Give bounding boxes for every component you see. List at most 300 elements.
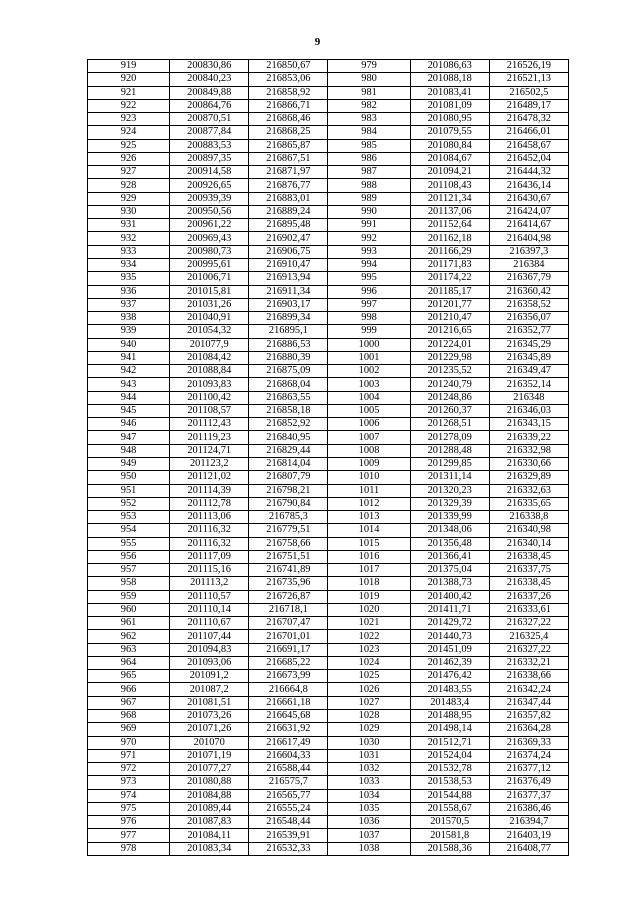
cell-y-coordinate: 216337,26 bbox=[489, 590, 568, 603]
cell-point-number: 947 bbox=[88, 431, 170, 444]
cell-point-number: 974 bbox=[88, 789, 170, 802]
cell-point-number: 954 bbox=[88, 524, 170, 537]
cell-point-number: 953 bbox=[88, 511, 170, 524]
cell-y-coordinate: 216889,24 bbox=[249, 205, 328, 218]
cell-point-number: 991 bbox=[328, 219, 410, 232]
cell-x-coordinate: 200961,22 bbox=[170, 219, 249, 232]
cell-point-number: 1030 bbox=[328, 736, 410, 749]
cell-y-coordinate: 216903,17 bbox=[249, 298, 328, 311]
cell-y-coordinate: 216332,63 bbox=[489, 484, 568, 497]
cell-y-coordinate: 216342,24 bbox=[489, 683, 568, 696]
table-row bbox=[88, 365, 569, 378]
page-number: 9 bbox=[314, 36, 321, 48]
cell-x-coordinate: 201112,43 bbox=[170, 418, 249, 431]
table-row bbox=[88, 285, 569, 298]
cell-point-number: 1028 bbox=[328, 710, 410, 723]
cell-point-number: 968 bbox=[88, 710, 170, 723]
cell-x-coordinate: 201119,23 bbox=[170, 431, 249, 444]
cell-x-coordinate: 201071,26 bbox=[170, 723, 249, 736]
cell-point-number: 990 bbox=[328, 205, 410, 218]
cell-point-number: 1034 bbox=[328, 789, 410, 802]
cell-point-number: 929 bbox=[88, 192, 170, 205]
cell-y-coordinate: 216414,67 bbox=[489, 219, 568, 232]
cell-point-number: 952 bbox=[88, 497, 170, 510]
cell-x-coordinate: 201093,06 bbox=[170, 656, 249, 669]
cell-y-coordinate: 216358,52 bbox=[489, 298, 568, 311]
cell-x-coordinate: 201040,91 bbox=[170, 312, 249, 325]
cell-point-number: 983 bbox=[328, 113, 410, 126]
cell-point-number: 1013 bbox=[328, 511, 410, 524]
cell-x-coordinate: 201115,16 bbox=[170, 564, 249, 577]
table-row bbox=[88, 511, 569, 524]
cell-point-number: 998 bbox=[328, 312, 410, 325]
cell-x-coordinate: 201329,39 bbox=[410, 497, 489, 510]
cell-y-coordinate: 216332,21 bbox=[489, 656, 568, 669]
cell-y-coordinate: 216701,01 bbox=[249, 630, 328, 643]
cell-y-coordinate: 216377,12 bbox=[489, 763, 568, 776]
cell-y-coordinate: 216751,51 bbox=[249, 550, 328, 563]
cell-y-coordinate: 216430,67 bbox=[489, 192, 568, 205]
table-row bbox=[88, 139, 569, 152]
cell-y-coordinate: 216345,29 bbox=[489, 338, 568, 351]
table-row bbox=[88, 749, 569, 762]
cell-x-coordinate: 201299,85 bbox=[410, 457, 489, 470]
cell-x-coordinate: 201088,84 bbox=[170, 365, 249, 378]
cell-y-coordinate: 216910,47 bbox=[249, 258, 328, 271]
cell-y-coordinate: 216397,3 bbox=[489, 245, 568, 258]
table-row bbox=[88, 298, 569, 311]
cell-point-number: 969 bbox=[88, 723, 170, 736]
cell-x-coordinate: 201162,18 bbox=[410, 232, 489, 245]
cell-point-number: 1031 bbox=[328, 749, 410, 762]
cell-x-coordinate: 201006,71 bbox=[170, 272, 249, 285]
cell-x-coordinate: 201229,98 bbox=[410, 351, 489, 364]
cell-point-number: 967 bbox=[88, 696, 170, 709]
table-row bbox=[88, 829, 569, 842]
cell-y-coordinate: 216404,98 bbox=[489, 232, 568, 245]
cell-point-number: 951 bbox=[88, 484, 170, 497]
cell-y-coordinate: 216403,19 bbox=[489, 829, 568, 842]
table-row bbox=[88, 166, 569, 179]
cell-point-number: 935 bbox=[88, 272, 170, 285]
cell-y-coordinate: 216785,3 bbox=[249, 511, 328, 524]
cell-x-coordinate: 201512,71 bbox=[410, 736, 489, 749]
cell-x-coordinate: 200883,53 bbox=[170, 139, 249, 152]
cell-x-coordinate: 200864,76 bbox=[170, 99, 249, 112]
cell-y-coordinate: 216876,77 bbox=[249, 179, 328, 192]
cell-point-number: 920 bbox=[88, 73, 170, 86]
cell-point-number: 1025 bbox=[328, 670, 410, 683]
cell-x-coordinate: 201081,09 bbox=[410, 99, 489, 112]
cell-point-number: 928 bbox=[88, 179, 170, 192]
cell-y-coordinate: 216348 bbox=[489, 391, 568, 404]
cell-point-number: 996 bbox=[328, 285, 410, 298]
cell-point-number: 989 bbox=[328, 192, 410, 205]
cell-x-coordinate: 201152,64 bbox=[410, 219, 489, 232]
cell-point-number: 966 bbox=[88, 683, 170, 696]
cell-y-coordinate: 216384 bbox=[489, 258, 568, 271]
cell-y-coordinate: 216886,53 bbox=[249, 338, 328, 351]
cell-point-number: 1005 bbox=[328, 404, 410, 417]
cell-y-coordinate: 216814,04 bbox=[249, 457, 328, 470]
table-row bbox=[88, 696, 569, 709]
cell-y-coordinate: 216329,89 bbox=[489, 471, 568, 484]
table-row bbox=[88, 670, 569, 683]
cell-x-coordinate: 200926,65 bbox=[170, 179, 249, 192]
cell-point-number: 962 bbox=[88, 630, 170, 643]
table-row bbox=[88, 312, 569, 325]
cell-point-number: 1018 bbox=[328, 577, 410, 590]
cell-x-coordinate: 201054,32 bbox=[170, 325, 249, 338]
table-row bbox=[88, 802, 569, 815]
cell-x-coordinate: 200830,86 bbox=[170, 60, 249, 73]
cell-point-number: 957 bbox=[88, 564, 170, 577]
cell-point-number: 942 bbox=[88, 365, 170, 378]
cell-x-coordinate: 201091,2 bbox=[170, 670, 249, 683]
cell-y-coordinate: 216337,75 bbox=[489, 564, 568, 577]
cell-y-coordinate: 216883,01 bbox=[249, 192, 328, 205]
table-row bbox=[88, 205, 569, 218]
cell-y-coordinate: 216340,98 bbox=[489, 524, 568, 537]
cell-x-coordinate: 200877,84 bbox=[170, 126, 249, 139]
table-row bbox=[88, 710, 569, 723]
table-row bbox=[88, 431, 569, 444]
coordinate-table bbox=[87, 59, 569, 856]
cell-x-coordinate: 201339,99 bbox=[410, 511, 489, 524]
cell-y-coordinate: 216349,47 bbox=[489, 365, 568, 378]
cell-x-coordinate: 201462,39 bbox=[410, 656, 489, 669]
cell-y-coordinate: 216347,44 bbox=[489, 696, 568, 709]
cell-y-coordinate: 216565,77 bbox=[249, 789, 328, 802]
cell-point-number: 1038 bbox=[328, 842, 410, 855]
cell-point-number: 956 bbox=[88, 550, 170, 563]
cell-x-coordinate: 201375,04 bbox=[410, 564, 489, 577]
cell-x-coordinate: 200950,56 bbox=[170, 205, 249, 218]
cell-y-coordinate: 216866,71 bbox=[249, 99, 328, 112]
table-row bbox=[88, 245, 569, 258]
cell-y-coordinate: 216444,32 bbox=[489, 166, 568, 179]
cell-y-coordinate: 216367,79 bbox=[489, 272, 568, 285]
cell-point-number: 1004 bbox=[328, 391, 410, 404]
cell-point-number: 1006 bbox=[328, 418, 410, 431]
cell-y-coordinate: 216865,87 bbox=[249, 139, 328, 152]
cell-point-number: 985 bbox=[328, 139, 410, 152]
cell-point-number: 1009 bbox=[328, 457, 410, 470]
cell-y-coordinate: 216330,66 bbox=[489, 457, 568, 470]
cell-x-coordinate: 201121,02 bbox=[170, 471, 249, 484]
cell-y-coordinate: 216807,79 bbox=[249, 471, 328, 484]
cell-point-number: 997 bbox=[328, 298, 410, 311]
cell-x-coordinate: 201356,48 bbox=[410, 537, 489, 550]
cell-y-coordinate: 216357,82 bbox=[489, 710, 568, 723]
cell-x-coordinate: 201174,22 bbox=[410, 272, 489, 285]
cell-point-number: 978 bbox=[88, 842, 170, 855]
table-row bbox=[88, 179, 569, 192]
cell-point-number: 992 bbox=[328, 232, 410, 245]
cell-y-coordinate: 216673,99 bbox=[249, 670, 328, 683]
cell-y-coordinate: 216340,14 bbox=[489, 537, 568, 550]
cell-x-coordinate: 200897,35 bbox=[170, 152, 249, 165]
cell-point-number: 924 bbox=[88, 126, 170, 139]
table-row bbox=[88, 550, 569, 563]
cell-point-number: 1010 bbox=[328, 471, 410, 484]
cell-x-coordinate: 201087,83 bbox=[170, 816, 249, 829]
cell-y-coordinate: 216377,37 bbox=[489, 789, 568, 802]
table-row bbox=[88, 378, 569, 391]
cell-y-coordinate: 216868,25 bbox=[249, 126, 328, 139]
cell-x-coordinate: 201084,11 bbox=[170, 829, 249, 842]
cell-x-coordinate: 201077,27 bbox=[170, 763, 249, 776]
cell-x-coordinate: 201488,95 bbox=[410, 710, 489, 723]
cell-y-coordinate: 216718,1 bbox=[249, 603, 328, 616]
cell-point-number: 971 bbox=[88, 749, 170, 762]
cell-point-number: 923 bbox=[88, 113, 170, 126]
cell-x-coordinate: 201137,06 bbox=[410, 205, 489, 218]
cell-point-number: 1015 bbox=[328, 537, 410, 550]
cell-y-coordinate: 216691,17 bbox=[249, 643, 328, 656]
cell-x-coordinate: 201077,9 bbox=[170, 338, 249, 351]
cell-x-coordinate: 201084,67 bbox=[410, 152, 489, 165]
cell-x-coordinate: 201100,42 bbox=[170, 391, 249, 404]
table-row bbox=[88, 325, 569, 338]
cell-x-coordinate: 201121,34 bbox=[410, 192, 489, 205]
cell-point-number: 1008 bbox=[328, 444, 410, 457]
cell-x-coordinate: 201544,88 bbox=[410, 789, 489, 802]
cell-y-coordinate: 216588,44 bbox=[249, 763, 328, 776]
cell-point-number: 940 bbox=[88, 338, 170, 351]
cell-point-number: 995 bbox=[328, 272, 410, 285]
cell-x-coordinate: 201080,84 bbox=[410, 139, 489, 152]
cell-y-coordinate: 216466,01 bbox=[489, 126, 568, 139]
cell-x-coordinate: 201094,83 bbox=[170, 643, 249, 656]
cell-y-coordinate: 216868,04 bbox=[249, 378, 328, 391]
cell-x-coordinate: 201110,67 bbox=[170, 617, 249, 630]
cell-point-number: 922 bbox=[88, 99, 170, 112]
cell-y-coordinate: 216906,75 bbox=[249, 245, 328, 258]
cell-x-coordinate: 201451,09 bbox=[410, 643, 489, 656]
table-row bbox=[88, 617, 569, 630]
cell-point-number: 927 bbox=[88, 166, 170, 179]
cell-y-coordinate: 216899,34 bbox=[249, 312, 328, 325]
cell-point-number: 937 bbox=[88, 298, 170, 311]
cell-x-coordinate: 201108,57 bbox=[170, 404, 249, 417]
cell-x-coordinate: 201288,48 bbox=[410, 444, 489, 457]
cell-y-coordinate: 216868,46 bbox=[249, 113, 328, 126]
cell-point-number: 1012 bbox=[328, 497, 410, 510]
table-row bbox=[88, 60, 569, 73]
cell-x-coordinate: 201538,53 bbox=[410, 776, 489, 789]
cell-point-number: 932 bbox=[88, 232, 170, 245]
cell-x-coordinate: 201476,42 bbox=[410, 670, 489, 683]
cell-x-coordinate: 201240,79 bbox=[410, 378, 489, 391]
cell-point-number: 1033 bbox=[328, 776, 410, 789]
table-row bbox=[88, 418, 569, 431]
cell-x-coordinate: 201348,06 bbox=[410, 524, 489, 537]
cell-x-coordinate: 201073,26 bbox=[170, 710, 249, 723]
cell-x-coordinate: 200980,73 bbox=[170, 245, 249, 258]
cell-x-coordinate: 201201,77 bbox=[410, 298, 489, 311]
cell-x-coordinate: 201080,88 bbox=[170, 776, 249, 789]
cell-point-number: 936 bbox=[88, 285, 170, 298]
cell-y-coordinate: 216617,49 bbox=[249, 736, 328, 749]
cell-point-number: 1007 bbox=[328, 431, 410, 444]
cell-point-number: 955 bbox=[88, 537, 170, 550]
cell-y-coordinate: 216798,21 bbox=[249, 484, 328, 497]
cell-y-coordinate: 216829,44 bbox=[249, 444, 328, 457]
cell-x-coordinate: 201083,34 bbox=[170, 842, 249, 855]
cell-x-coordinate: 200969,43 bbox=[170, 232, 249, 245]
cell-point-number: 965 bbox=[88, 670, 170, 683]
cell-point-number: 1032 bbox=[328, 763, 410, 776]
cell-point-number: 1027 bbox=[328, 696, 410, 709]
cell-y-coordinate: 216408,77 bbox=[489, 842, 568, 855]
cell-x-coordinate: 200939,39 bbox=[170, 192, 249, 205]
cell-y-coordinate: 216913,94 bbox=[249, 272, 328, 285]
cell-x-coordinate: 201570,5 bbox=[410, 816, 489, 829]
cell-y-coordinate: 216424,07 bbox=[489, 205, 568, 218]
cell-y-coordinate: 216374,24 bbox=[489, 749, 568, 762]
cell-x-coordinate: 201311,14 bbox=[410, 471, 489, 484]
table-row bbox=[88, 444, 569, 457]
cell-point-number: 959 bbox=[88, 590, 170, 603]
cell-point-number: 1019 bbox=[328, 590, 410, 603]
cell-point-number: 960 bbox=[88, 603, 170, 616]
cell-y-coordinate: 216664,8 bbox=[249, 683, 328, 696]
cell-point-number: 925 bbox=[88, 139, 170, 152]
cell-y-coordinate: 216741,89 bbox=[249, 564, 328, 577]
table-row bbox=[88, 816, 569, 829]
cell-y-coordinate: 216335,65 bbox=[489, 497, 568, 510]
cell-point-number: 973 bbox=[88, 776, 170, 789]
cell-x-coordinate: 201123,2 bbox=[170, 457, 249, 470]
cell-x-coordinate: 201015,81 bbox=[170, 285, 249, 298]
cell-x-coordinate: 201260,37 bbox=[410, 404, 489, 417]
cell-x-coordinate: 200840,23 bbox=[170, 73, 249, 86]
cell-x-coordinate: 201216,65 bbox=[410, 325, 489, 338]
cell-y-coordinate: 216327,22 bbox=[489, 617, 568, 630]
cell-y-coordinate: 216850,67 bbox=[249, 60, 328, 73]
cell-y-coordinate: 216539,91 bbox=[249, 829, 328, 842]
table-row bbox=[88, 723, 569, 736]
cell-x-coordinate: 201084,88 bbox=[170, 789, 249, 802]
cell-x-coordinate: 201089,44 bbox=[170, 802, 249, 815]
cell-y-coordinate: 216526,19 bbox=[489, 60, 568, 73]
cell-x-coordinate: 201113,2 bbox=[170, 577, 249, 590]
cell-y-coordinate: 216360,42 bbox=[489, 285, 568, 298]
cell-point-number: 1014 bbox=[328, 524, 410, 537]
cell-x-coordinate: 201411,71 bbox=[410, 603, 489, 616]
cell-x-coordinate: 201581,8 bbox=[410, 829, 489, 842]
cell-x-coordinate: 201070 bbox=[170, 736, 249, 749]
table-row bbox=[88, 842, 569, 855]
cell-point-number: 1020 bbox=[328, 603, 410, 616]
cell-point-number: 976 bbox=[88, 816, 170, 829]
cell-point-number: 1000 bbox=[328, 338, 410, 351]
cell-x-coordinate: 201429,72 bbox=[410, 617, 489, 630]
cell-x-coordinate: 201388,73 bbox=[410, 577, 489, 590]
cell-y-coordinate: 216478,32 bbox=[489, 113, 568, 126]
cell-y-coordinate: 216394,7 bbox=[489, 816, 568, 829]
cell-point-number: 1021 bbox=[328, 617, 410, 630]
table-row bbox=[88, 643, 569, 656]
cell-x-coordinate: 201320,23 bbox=[410, 484, 489, 497]
cell-x-coordinate: 201117,09 bbox=[170, 550, 249, 563]
cell-point-number: 945 bbox=[88, 404, 170, 417]
cell-x-coordinate: 201483,55 bbox=[410, 683, 489, 696]
table-row bbox=[88, 351, 569, 364]
cell-x-coordinate: 201224,01 bbox=[410, 338, 489, 351]
cell-y-coordinate: 216343,15 bbox=[489, 418, 568, 431]
table-row bbox=[88, 152, 569, 165]
table-row bbox=[88, 577, 569, 590]
table-row bbox=[88, 656, 569, 669]
cell-x-coordinate: 201079,55 bbox=[410, 126, 489, 139]
cell-y-coordinate: 216352,77 bbox=[489, 325, 568, 338]
cell-point-number: 987 bbox=[328, 166, 410, 179]
cell-y-coordinate: 216867,51 bbox=[249, 152, 328, 165]
cell-y-coordinate: 216548,44 bbox=[249, 816, 328, 829]
cell-x-coordinate: 200914,58 bbox=[170, 166, 249, 179]
table-row bbox=[88, 603, 569, 616]
cell-y-coordinate: 216685,22 bbox=[249, 656, 328, 669]
table-row bbox=[88, 736, 569, 749]
cell-point-number: 982 bbox=[328, 99, 410, 112]
cell-point-number: 931 bbox=[88, 219, 170, 232]
cell-x-coordinate: 201235,52 bbox=[410, 365, 489, 378]
cell-point-number: 1035 bbox=[328, 802, 410, 815]
table-row bbox=[88, 272, 569, 285]
cell-y-coordinate: 216532,33 bbox=[249, 842, 328, 855]
cell-x-coordinate: 201094,21 bbox=[410, 166, 489, 179]
cell-point-number: 979 bbox=[328, 60, 410, 73]
cell-x-coordinate: 201116,32 bbox=[170, 524, 249, 537]
cell-y-coordinate: 216790,84 bbox=[249, 497, 328, 510]
cell-x-coordinate: 201110,14 bbox=[170, 603, 249, 616]
cell-point-number: 948 bbox=[88, 444, 170, 457]
cell-y-coordinate: 216458,67 bbox=[489, 139, 568, 152]
cell-y-coordinate: 216338,45 bbox=[489, 550, 568, 563]
table-row bbox=[88, 457, 569, 470]
cell-point-number: 1002 bbox=[328, 365, 410, 378]
cell-y-coordinate: 216895,48 bbox=[249, 219, 328, 232]
cell-y-coordinate: 216436,14 bbox=[489, 179, 568, 192]
table-row bbox=[88, 564, 569, 577]
table-row bbox=[88, 524, 569, 537]
cell-point-number: 994 bbox=[328, 258, 410, 271]
cell-y-coordinate: 216880,39 bbox=[249, 351, 328, 364]
cell-point-number: 939 bbox=[88, 325, 170, 338]
cell-y-coordinate: 216338,45 bbox=[489, 577, 568, 590]
cell-point-number: 1026 bbox=[328, 683, 410, 696]
cell-x-coordinate: 201084,42 bbox=[170, 351, 249, 364]
cell-y-coordinate: 216858,92 bbox=[249, 86, 328, 99]
cell-point-number: 941 bbox=[88, 351, 170, 364]
cell-x-coordinate: 201524,04 bbox=[410, 749, 489, 762]
cell-y-coordinate: 216327,22 bbox=[489, 643, 568, 656]
cell-y-coordinate: 216853,06 bbox=[249, 73, 328, 86]
cell-y-coordinate: 216858,18 bbox=[249, 404, 328, 417]
cell-x-coordinate: 201558,67 bbox=[410, 802, 489, 815]
table-row bbox=[88, 537, 569, 550]
cell-x-coordinate: 201116,32 bbox=[170, 537, 249, 550]
cell-point-number: 977 bbox=[88, 829, 170, 842]
cell-x-coordinate: 200849,88 bbox=[170, 86, 249, 99]
table-row bbox=[88, 763, 569, 776]
cell-x-coordinate: 201166,29 bbox=[410, 245, 489, 258]
cell-x-coordinate: 200870,51 bbox=[170, 113, 249, 126]
cell-x-coordinate: 201278,09 bbox=[410, 431, 489, 444]
cell-point-number: 934 bbox=[88, 258, 170, 271]
